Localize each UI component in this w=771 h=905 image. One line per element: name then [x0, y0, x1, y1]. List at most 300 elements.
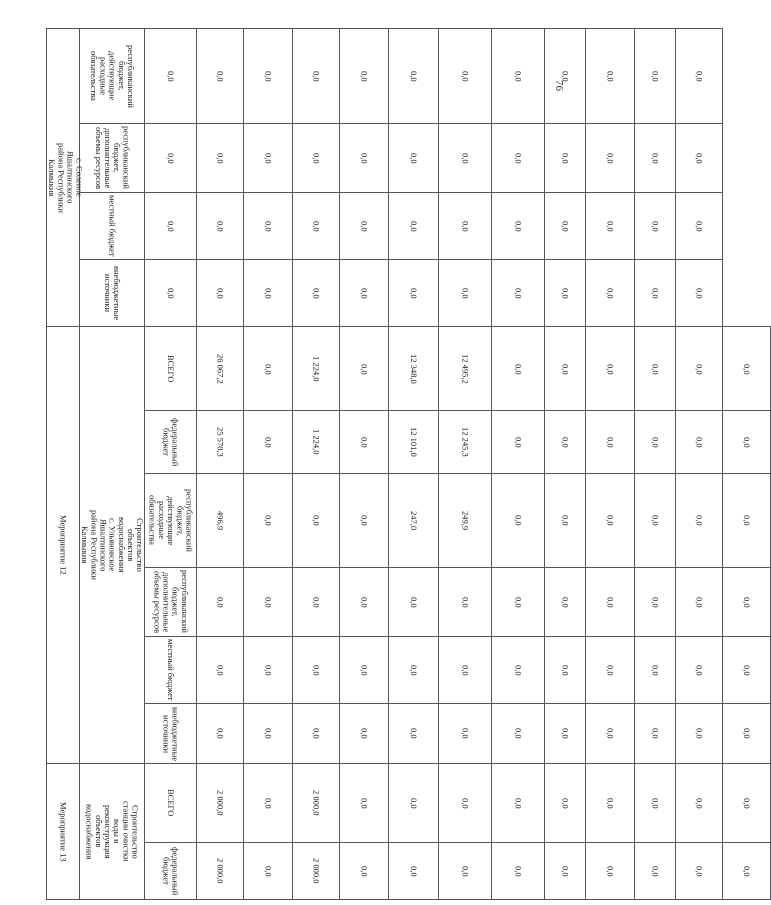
cell-value: 1 224,0 [311, 429, 322, 455]
table-cell [389, 704, 439, 764]
cell-value: 0,0 [742, 865, 753, 877]
cell-value: 0,0 [359, 596, 370, 608]
table-row [47, 29, 771, 124]
cell-value: 0,0 [694, 728, 705, 740]
table-cell [145, 260, 197, 327]
table-cell [545, 704, 586, 764]
table-cell [723, 704, 771, 764]
cell-label: федеральный бюджет [161, 418, 181, 467]
cell-value: 0,0 [460, 70, 471, 82]
cell-value: 0,0 [560, 865, 571, 877]
table-cell [439, 704, 492, 764]
cell-value: 0,0 [359, 664, 370, 676]
table-cell [439, 567, 492, 636]
cell-value: 12 245,3 [460, 427, 471, 458]
cell-value: 0,0 [359, 728, 370, 740]
table-cell [635, 474, 676, 568]
table-cell [676, 327, 723, 411]
cell-value: 0,0 [513, 596, 524, 608]
cell-label: республиканский бюджет, действующие расходные обязательства [147, 488, 195, 552]
table-cell [244, 474, 293, 568]
cell-value: 0,0 [215, 288, 226, 299]
table-cell [545, 636, 586, 704]
table-cell [492, 192, 545, 260]
table-cell [492, 764, 545, 843]
cell-value: 0,0 [215, 664, 226, 676]
cell-value: 0,0 [513, 363, 524, 375]
cell-label: внебюджетные источники [161, 706, 181, 761]
table-cell [389, 764, 439, 843]
cell-value: 0,0 [460, 664, 471, 676]
cell-value: 0,0 [605, 288, 616, 299]
table-cell [80, 29, 145, 124]
cell-value: 0,0 [742, 515, 753, 526]
cell-value: 0,0 [650, 70, 661, 82]
cell-value: 0,0 [263, 515, 274, 526]
cell-value: 0,0 [650, 865, 661, 877]
cell-value: 0,0 [460, 220, 471, 232]
table-cell [389, 567, 439, 636]
table-cell [492, 327, 545, 411]
cell-value: 249,9 [460, 510, 471, 530]
cell-value: 0,0 [560, 152, 571, 164]
table-cell [389, 29, 439, 124]
cell-value: 0,0 [409, 220, 420, 232]
table-cell [545, 29, 586, 124]
table-cell [340, 704, 389, 764]
table-cell [635, 411, 676, 474]
table-cell [676, 123, 723, 192]
table-cell [492, 474, 545, 568]
cell-value: 0,0 [650, 664, 661, 676]
table-cell [635, 842, 676, 899]
cell-value: 0,0 [605, 664, 616, 676]
cell-value: 0,0 [605, 596, 616, 608]
table-cell [197, 567, 244, 636]
cell-value: 0,0 [513, 220, 524, 232]
cell-value: 0,0 [215, 596, 226, 608]
table-cell [586, 474, 635, 568]
table-cell [723, 567, 771, 636]
cell-value: 0,0 [742, 728, 753, 740]
table-cell [197, 260, 244, 327]
table-cell [197, 123, 244, 192]
cell-label: Строительство объектов водоснабжения с. Ульяновское Яшалтинского района Республики Калмыкия [80, 510, 146, 581]
table-cell [197, 636, 244, 704]
table-cell [244, 764, 293, 843]
cell-value: 0,0 [359, 288, 370, 299]
table-cell [340, 842, 389, 899]
cell-value: 0,0 [359, 515, 370, 526]
table-row [47, 123, 771, 192]
table-cell [492, 29, 545, 124]
cell-value: 0,0 [166, 70, 177, 82]
table-cell [47, 327, 80, 764]
table-cell [586, 704, 635, 764]
cell-value: 0,0 [650, 436, 661, 448]
cell-value: 0,0 [263, 70, 274, 82]
table-cell [293, 636, 340, 704]
cell-value: 0,0 [742, 436, 753, 448]
table-cell [439, 474, 492, 568]
cell-value: 12 495,2 [460, 354, 471, 384]
cell-value: 0,0 [513, 728, 524, 740]
cell-value: 0,0 [560, 288, 571, 299]
table-cell [439, 29, 492, 124]
table-cell [244, 704, 293, 764]
table-cell [439, 192, 492, 260]
cell-value: 0,0 [359, 436, 370, 448]
table-cell [439, 842, 492, 899]
table-row [47, 704, 771, 764]
table-cell [635, 764, 676, 843]
cell-value: 0,0 [359, 152, 370, 164]
cell-value: 0,0 [650, 596, 661, 608]
table-cell [545, 123, 586, 192]
table-cell [197, 704, 244, 764]
cell-value: 0,0 [513, 797, 524, 809]
cell-value: 0,0 [263, 363, 274, 375]
table-row [47, 567, 771, 636]
cell-label: Строительство станции очистки воды и реконструкция объектов водоснабжения [84, 801, 141, 862]
table-cell [586, 842, 635, 899]
cell-value: 0,0 [605, 363, 616, 375]
cell-value: 0,0 [560, 728, 571, 740]
table-cell [586, 327, 635, 411]
table-cell [676, 842, 723, 899]
table-row [47, 636, 771, 704]
cell-value: 0,0 [694, 220, 705, 232]
cell-label: Мероприятие 13 [58, 801, 69, 862]
cell-value: 2 000,0 [215, 790, 226, 816]
table-cell [439, 123, 492, 192]
table-cell [340, 29, 389, 124]
cell-value: 26 067,2 [215, 354, 226, 384]
table-cell [723, 411, 771, 474]
cell-value: 0,0 [560, 515, 571, 526]
table-cell [676, 636, 723, 704]
cell-value: 0,0 [694, 664, 705, 676]
cell-value: 0,0 [263, 596, 274, 608]
table-cell [492, 411, 545, 474]
table-cell [389, 260, 439, 327]
table-cell [145, 636, 197, 704]
table-cell [293, 411, 340, 474]
table-cell [145, 192, 197, 260]
cell-label: с. Соленое Яшалтинского района Республики Калмыкия [47, 142, 85, 213]
table-cell [80, 260, 145, 327]
cell-value: 0,0 [359, 797, 370, 809]
table-cell [545, 327, 586, 411]
cell-value: 0,0 [694, 515, 705, 526]
cell-label: республиканский бюджет, действующие расходные обязательства [89, 44, 136, 108]
table-cell [545, 411, 586, 474]
cell-value: 0,0 [166, 288, 177, 299]
cell-value: 0,0 [263, 288, 274, 299]
cell-value: 0,0 [263, 220, 274, 232]
cell-value: 0,0 [605, 797, 616, 809]
table-cell [197, 842, 244, 899]
table-cell [197, 192, 244, 260]
table-cell [439, 260, 492, 327]
cell-value: 0,0 [513, 152, 524, 164]
cell-value: 0,0 [359, 865, 370, 877]
cell-value: 0,0 [742, 797, 753, 809]
cell-value: 0,0 [409, 728, 420, 740]
table-cell [244, 327, 293, 411]
table-cell [244, 636, 293, 704]
cell-value: 0,0 [650, 220, 661, 232]
cell-value: 0,0 [215, 152, 226, 164]
table-cell [586, 764, 635, 843]
table-cell [545, 764, 586, 843]
table-cell [244, 567, 293, 636]
cell-value: 0,0 [694, 865, 705, 877]
cell-value: 1 224,0 [311, 356, 322, 382]
cell-value: 0,0 [263, 797, 274, 809]
table-cell [389, 411, 439, 474]
table-cell [439, 327, 492, 411]
table-row [47, 192, 771, 260]
cell-value: 0,0 [605, 436, 616, 448]
table-cell [197, 29, 244, 124]
table-row [47, 842, 771, 899]
cell-value: 0,0 [694, 596, 705, 608]
table-cell [635, 260, 676, 327]
table-cell [545, 567, 586, 636]
cell-value: 0,0 [742, 363, 753, 375]
cell-value: 12 101,0 [409, 427, 420, 458]
table-cell [340, 474, 389, 568]
table-cell [293, 29, 340, 124]
cell-value: 0,0 [694, 152, 705, 164]
cell-value: 0,0 [694, 288, 705, 299]
budget-table [46, 28, 771, 900]
cell-value: 0,0 [560, 664, 571, 676]
cell-value: 0,0 [359, 363, 370, 375]
cell-label: республиканский бюджет, дополнительные объемы ресурсов [152, 570, 190, 634]
table-cell [197, 764, 244, 843]
cell-label: республиканский бюджет, дополнительные объемы ресурсов [93, 126, 132, 190]
cell-value: 0,0 [560, 596, 571, 608]
cell-value: 2 000,0 [311, 858, 322, 884]
table-cell [635, 192, 676, 260]
cell-value: 0,0 [460, 728, 471, 740]
table-cell [723, 842, 771, 899]
table-cell [492, 567, 545, 636]
cell-label: местный бюджет [107, 195, 118, 257]
table-cell [244, 411, 293, 474]
table-cell [545, 192, 586, 260]
table-cell [676, 411, 723, 474]
cell-value: 0,0 [694, 363, 705, 375]
cell-value: 0,0 [215, 220, 226, 232]
table-cell [492, 260, 545, 327]
table-cell [635, 327, 676, 411]
cell-value: 0,0 [409, 797, 420, 809]
cell-value: 0,0 [694, 797, 705, 809]
cell-value: 0,0 [694, 436, 705, 448]
cell-value: 0,0 [605, 152, 616, 164]
cell-value: 0,0 [460, 288, 471, 299]
table-cell [389, 842, 439, 899]
cell-value: 0,0 [311, 288, 322, 299]
table-cell [545, 474, 586, 568]
table-row [47, 764, 771, 843]
cell-value: 0,0 [560, 797, 571, 809]
table-cell [293, 474, 340, 568]
cell-value: 0,0 [560, 220, 571, 232]
table-cell [340, 567, 389, 636]
cell-value: 247,0 [409, 510, 420, 530]
table-cell [676, 29, 723, 124]
table-cell [389, 474, 439, 568]
cell-value: 0,0 [311, 596, 322, 608]
table-cell [635, 704, 676, 764]
cell-value: 0,0 [513, 865, 524, 877]
table-cell [676, 764, 723, 843]
table-cell [145, 411, 197, 474]
page-number: 76 [553, 80, 565, 91]
table-cell [80, 192, 145, 260]
table-cell [586, 192, 635, 260]
table-cell [293, 842, 340, 899]
table-cell [676, 260, 723, 327]
table-cell [47, 764, 80, 900]
cell-value: 0,0 [359, 220, 370, 232]
table-cell [340, 192, 389, 260]
cell-label: ВСЕГО [166, 355, 177, 383]
table-cell [723, 764, 771, 843]
table-body [47, 29, 771, 900]
cell-value: 0,0 [311, 728, 322, 740]
cell-value: 0,0 [605, 220, 616, 232]
cell-value: 2 000,0 [311, 790, 322, 816]
cell-value: 0,0 [650, 728, 661, 740]
table-cell [145, 764, 197, 843]
cell-value: 0,0 [605, 515, 616, 526]
table-cell [723, 474, 771, 568]
table-cell [676, 192, 723, 260]
cell-value: 0,0 [460, 596, 471, 608]
cell-value: 0,0 [263, 865, 274, 877]
table-cell [676, 567, 723, 636]
table-cell [492, 123, 545, 192]
cell-value: 0,0 [263, 152, 274, 164]
cell-value: 0,0 [359, 70, 370, 82]
cell-value: 0,0 [513, 436, 524, 448]
cell-value: 0,0 [311, 664, 322, 676]
table-cell [492, 704, 545, 764]
table-cell [586, 411, 635, 474]
table-cell [723, 327, 771, 411]
cell-value: 0,0 [605, 70, 616, 82]
table-cell [244, 192, 293, 260]
table-cell [197, 327, 244, 411]
table-cell [389, 636, 439, 704]
cell-value: 0,0 [263, 664, 274, 676]
table-cell [80, 764, 145, 900]
cell-value: 0,0 [742, 664, 753, 676]
cell-label: федеральный бюджет [161, 846, 181, 896]
cell-value: 0,0 [460, 797, 471, 809]
table-row [47, 260, 771, 327]
cell-value: 0,0 [311, 220, 322, 232]
table-cell [145, 704, 197, 764]
table-cell [439, 636, 492, 704]
cell-value: 0,0 [166, 220, 177, 232]
cell-value: 0,0 [650, 152, 661, 164]
cell-value: 0,0 [311, 152, 322, 164]
cell-value: 0,0 [215, 70, 226, 82]
cell-value: 0,0 [513, 664, 524, 676]
cell-value: 0,0 [605, 728, 616, 740]
table-cell [145, 327, 197, 411]
table-cell [244, 260, 293, 327]
table-cell [635, 29, 676, 124]
table-cell [635, 567, 676, 636]
cell-value: 0,0 [560, 70, 571, 82]
table-cell [586, 567, 635, 636]
table-cell [47, 29, 85, 327]
table-cell [145, 29, 197, 124]
table-cell [545, 842, 586, 899]
cell-value: 0,0 [409, 152, 420, 164]
table-cell [293, 567, 340, 636]
cell-label: Мероприятие 12 [58, 515, 69, 575]
table-cell [145, 474, 197, 568]
table-cell [293, 764, 340, 843]
table-cell [197, 411, 244, 474]
cell-value: 0,0 [513, 70, 524, 82]
table-row [47, 327, 771, 411]
cell-label: ВСЕГО [166, 789, 177, 817]
cell-value: 0,0 [605, 865, 616, 877]
cell-value: 0,0 [263, 436, 274, 448]
table-cell [676, 704, 723, 764]
table-cell [340, 123, 389, 192]
table-cell [586, 636, 635, 704]
table-cell [389, 327, 439, 411]
table-cell [586, 29, 635, 124]
cell-label: внебюджетные источники [103, 266, 123, 321]
cell-value: 0,0 [409, 664, 420, 676]
table-cell [340, 260, 389, 327]
table-cell [389, 192, 439, 260]
cell-value: 0,0 [650, 363, 661, 375]
cell-value: 0,0 [263, 728, 274, 740]
table-cell [492, 636, 545, 704]
cell-value: 0,0 [409, 70, 420, 82]
table-cell [145, 567, 197, 636]
cell-value: 0,0 [460, 152, 471, 164]
table-cell [676, 474, 723, 568]
cell-value: 0,0 [560, 436, 571, 448]
table-cell [723, 636, 771, 704]
cell-value: 0,0 [513, 288, 524, 299]
cell-value: 0,0 [311, 70, 322, 82]
cell-value: 0,0 [311, 515, 322, 526]
cell-value: 0,0 [694, 70, 705, 82]
cell-value: 0,0 [560, 363, 571, 375]
table-cell [340, 636, 389, 704]
cell-value: 25 570,3 [215, 427, 226, 458]
table-cell [197, 474, 244, 568]
cell-value: 0,0 [409, 865, 420, 877]
table-cell [80, 327, 145, 764]
table-cell [293, 192, 340, 260]
table-cell [340, 411, 389, 474]
